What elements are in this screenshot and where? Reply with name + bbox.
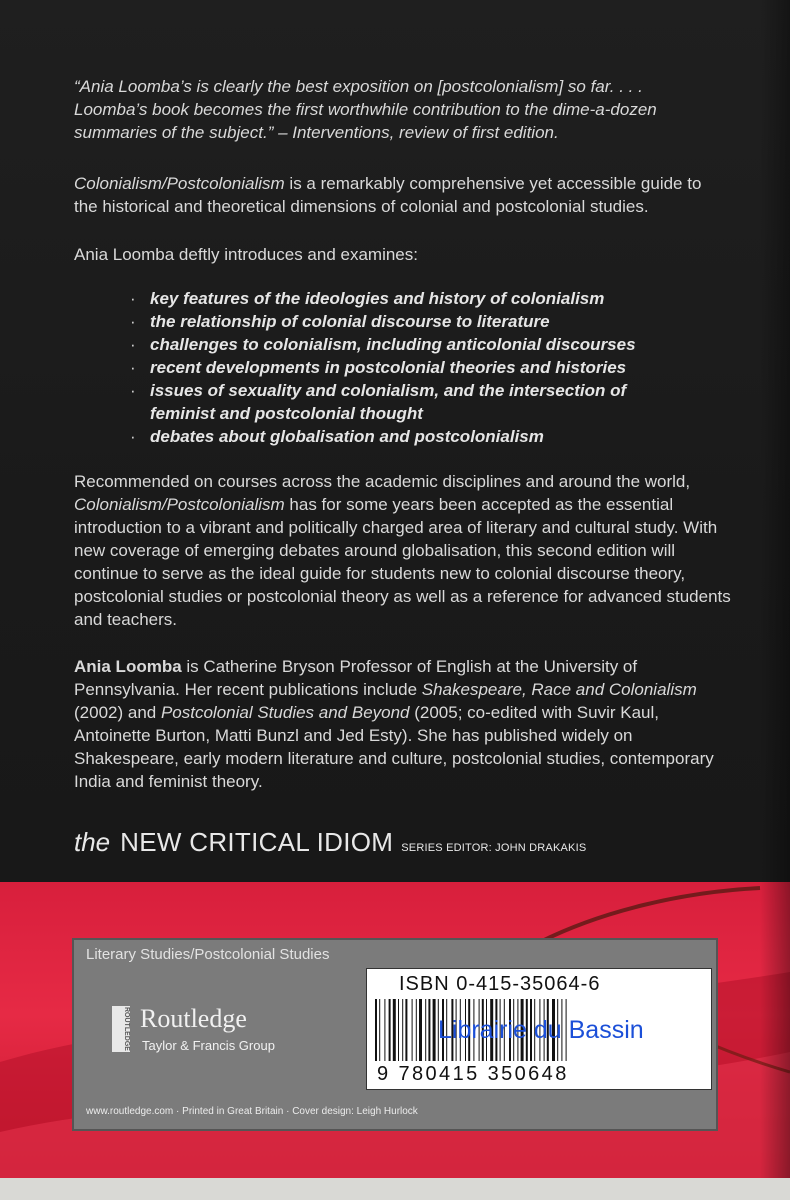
barcode-number: 9 780415 350648 [377, 1063, 569, 1085]
bullet-icon: · [130, 427, 136, 446]
topic-text: key features of the ideologies and history of colonialism [150, 289, 605, 308]
publisher-name: Routledge [140, 1004, 247, 1033]
topic-text: debates about globalisation and postcolonialism [150, 427, 544, 446]
topic-item [130, 287, 690, 310]
subject-category: Literary Studies/Postcolonial Studies [86, 946, 330, 963]
topic-item [130, 310, 690, 333]
topic-text: the relationship of colonial discourse to literature [150, 312, 550, 331]
topic-text: issues of sexuality and colonialism, and the intersection of feminist and postcolonial thought [150, 381, 627, 423]
watermark-text: Librairie du Bassin [438, 1016, 644, 1044]
author-bio [74, 655, 724, 793]
bullet-icon: · [130, 312, 136, 331]
bullet-icon: · [130, 381, 136, 400]
intro-paragraph [74, 172, 724, 218]
intro-text: is a remarkably comprehensive yet accessible guide to the historical and theoretical dimensions of colonial and postcolonial studies. [74, 174, 702, 216]
author-bio-text: (2002) and [74, 703, 161, 722]
recommendation-book-title: Colonialism/Postcolonialism [74, 495, 285, 514]
series-editor: SERIES EDITOR: JOHN DRAKAKIS [401, 842, 587, 854]
intro-book-title: Colonialism/Postcolonialism [74, 174, 285, 193]
bullet-icon: · [130, 289, 136, 308]
author-bio-text: (2005; co-edited with Suvir Kaul, Antoinette Burton, Matti Bunzl and Jed Esty). She has published widely on Shakespeare, early modern literature and culture, postcolonial studies, contemporary India and feminist theory. [74, 703, 714, 791]
review-quote: “Ania Loomba’s is clearly the best exposition on [postcolonialism] so far. . . . Loomba’s book becomes the first worthwhile contribution to the dime-a-dozen summaries of the subject.” – Interventions, review of first edition. [74, 77, 657, 142]
topic-item [130, 379, 690, 425]
topics-list [130, 287, 690, 448]
series-name: NEW CRITICAL IDIOM [120, 827, 394, 857]
recommendation-paragraph [74, 470, 734, 631]
topic-text: recent developments in postcolonial theories and histories [150, 358, 627, 377]
author-book-title: Shakespeare, Race and Colonialism [421, 680, 697, 699]
topic-item [130, 333, 690, 356]
intro-lead: Ania Loomba deftly introduces and examines: [74, 245, 418, 264]
recommendation-text: Recommended on courses across the academic disciplines and around the world, [74, 472, 691, 491]
publisher-footer: www.routledge.com · Printed in Great Britain · Cover design: Leigh Hurlock [86, 1106, 418, 1117]
topic-text: challenges to colonialism, including anticolonial discourses [150, 335, 636, 354]
author-name: Ania Loomba [74, 657, 182, 676]
series-line [74, 827, 586, 858]
recommendation-text-cont: has for some years been accepted as the essential introduction to a vibrant and politically charged area of literary and cultural study. With new coverage of emerging debates around globalisation, this second edition will continue to serve as the ideal guide for students new to colonial discourse theory, postcolonial studies or postcolonial theory as well as a reference for advanced students and teachers. [74, 495, 731, 629]
isbn-label: ISBN 0-415-35064-6 [399, 973, 601, 995]
series-the: the [74, 827, 111, 857]
cover-edge-shadow [760, 0, 790, 1178]
bullet-icon: · [130, 358, 136, 377]
author-book-title: Postcolonial Studies and Beyond [160, 703, 410, 722]
topic-item [130, 425, 690, 448]
bullet-icon: · [130, 335, 136, 354]
routledge-logo-icon: ROUTLEDGE [112, 1006, 130, 1052]
publisher-group: Taylor & Francis Group [142, 1038, 275, 1053]
topic-item [130, 356, 690, 379]
author-bio-text: is Catherine Bryson Professor of English at the University of Pennsylvania. Her recent publications include [74, 657, 638, 699]
